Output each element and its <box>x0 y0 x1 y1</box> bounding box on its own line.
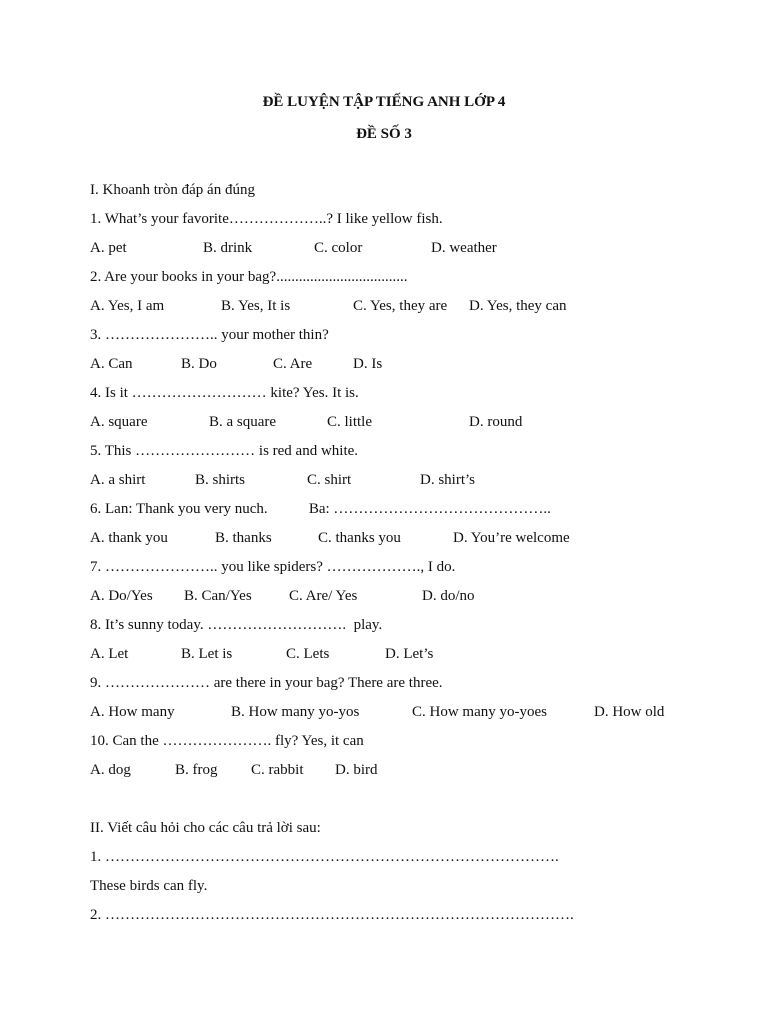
option-a: A. a shirt <box>90 472 146 488</box>
question-7: 7. ………………….. you like spiders? ………………., I do. <box>90 559 456 575</box>
question-1: 1. What’s your favorite………………..? I like yellow fish. <box>90 211 443 227</box>
option-a: A. thank you <box>90 530 168 546</box>
option-c: C. Are/ Yes <box>289 588 358 604</box>
option-a: A. dog <box>90 762 131 778</box>
option-b: B. drink <box>203 240 253 256</box>
question-10: 10. Can the …………………. fly? Yes, it can <box>90 733 364 749</box>
option-a: A. Let <box>90 646 129 662</box>
answer-blank-1: 1. ………………………………………………………………………………. <box>90 849 559 865</box>
option-a: A. Can <box>90 356 133 372</box>
option-c: C. Lets <box>286 646 330 662</box>
option-c: C. thanks you <box>318 530 401 546</box>
option-d: D. Let’s <box>385 646 434 662</box>
option-a: A. pet <box>90 240 127 256</box>
section-1-heading: I. Khoanh tròn đáp án đúng <box>90 182 255 198</box>
question-2: 2. Are your books in your bag?................................... <box>90 269 408 285</box>
option-a: A. square <box>90 414 148 430</box>
option-b: B. frog <box>175 762 218 778</box>
option-c: C. rabbit <box>251 762 304 778</box>
option-b: B. shirts <box>195 472 246 488</box>
option-a: A. How many <box>90 704 175 720</box>
option-b: B. Yes, It is <box>221 298 291 314</box>
option-c: C. How many yo-yoes <box>412 704 547 720</box>
option-d: D. How old <box>594 704 665 720</box>
question-5: 5. This …………………… is red and white. <box>90 443 359 459</box>
option-b: B. a square <box>209 414 277 430</box>
option-b: B. thanks <box>215 530 272 546</box>
option-b: B. Let is <box>181 646 233 662</box>
question-6: 6. Lan: Thank you very nuch. Ba: …………………………………….. <box>90 501 551 517</box>
option-d: D. You’re welcome <box>453 530 570 546</box>
option-c: C. little <box>327 414 372 430</box>
option-d: D. round <box>469 414 523 430</box>
option-c: C. shirt <box>307 472 352 488</box>
question-4: 4. Is it ……………………… kite? Yes. It is. <box>90 385 359 401</box>
question-3: 3. ………………….. your mother thin? <box>90 327 329 343</box>
option-a: A. Do/Yes <box>90 588 153 604</box>
option-b: B. Can/Yes <box>184 588 252 604</box>
section-2-heading: II. Viết câu hỏi cho các câu trả lời sau: <box>90 820 321 836</box>
option-b: B. How many yo-yos <box>231 704 360 720</box>
option-a: A. Yes, I am <box>90 298 165 314</box>
option-c: C. Are <box>273 356 313 372</box>
option-d: D. do/no <box>422 588 475 604</box>
option-c: C. Yes, they are <box>353 298 448 314</box>
option-b: B. Do <box>181 356 217 372</box>
question-8: 8. It’s sunny today. ………………………. play. <box>90 617 383 633</box>
question-9: 9. ………………… are there in your bag? There are three. <box>90 675 443 691</box>
answer-blank-2: 2. …………………………………………………………………………………. <box>90 907 574 923</box>
option-d: D. shirt’s <box>420 472 476 488</box>
worksheet-subtitle: ĐỀ SỐ 3 <box>356 126 412 142</box>
given-answer-1: These birds can fly. <box>90 878 208 894</box>
option-d: D. bird <box>335 762 378 778</box>
option-d: D. Yes, they can <box>469 298 567 314</box>
option-c: C. color <box>314 240 363 256</box>
option-d: D. weather <box>431 240 497 256</box>
option-d: D. Is <box>353 356 383 372</box>
worksheet-title: ĐỀ LUYỆN TẬP TIẾNG ANH LỚP 4 <box>262 94 506 110</box>
